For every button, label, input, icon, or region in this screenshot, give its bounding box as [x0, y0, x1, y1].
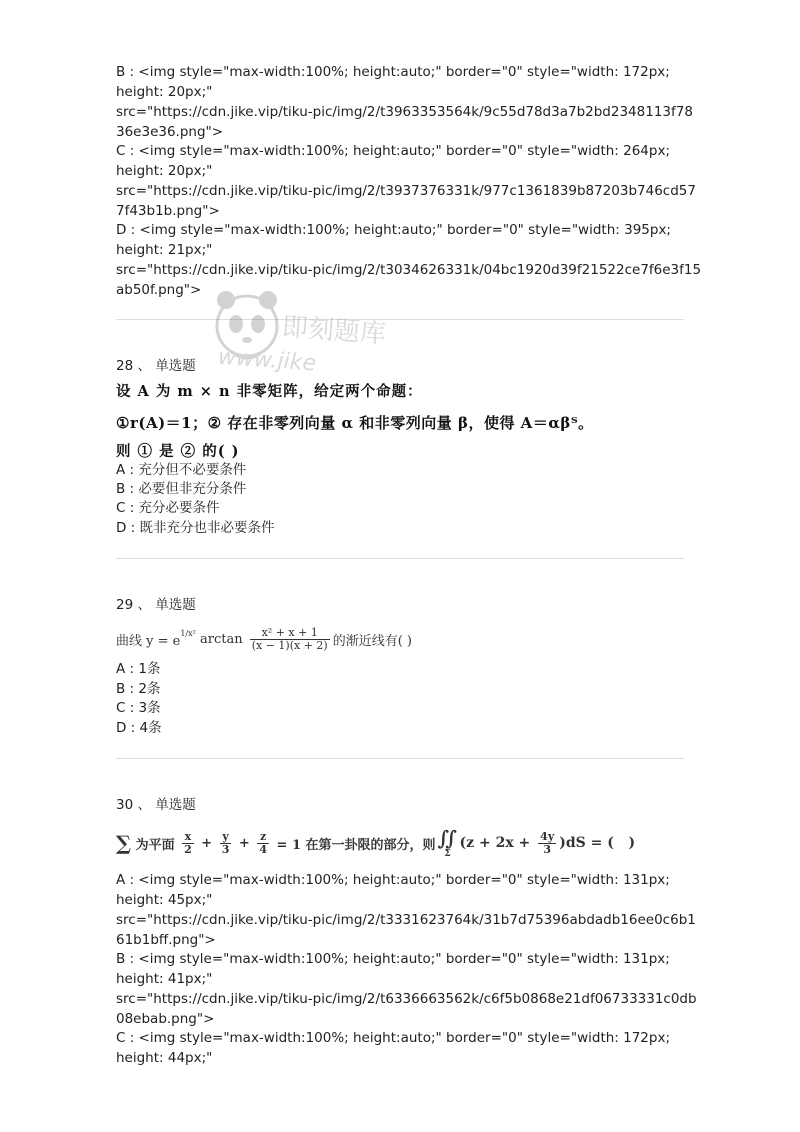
- q30-frac-numerator: z: [257, 831, 269, 844]
- q29-stem-prefix: 曲线 y = e: [116, 633, 181, 649]
- question-divider: [116, 758, 684, 759]
- question-28-stem: 设 A 为 m × n 非零矩阵，给定两个命题：: [116, 383, 423, 400]
- question-28-header: 28 、 单选题: [116, 358, 196, 374]
- prev-option-b-text: B : <img style="max-width:100%; height:auto;" border="0" style="width: 172px;: [116, 64, 670, 80]
- q30-integrand: )dS = ( ): [559, 835, 636, 851]
- q30-frac-numerator: 4y: [540, 829, 555, 843]
- question-30-header: 30 、 单选题: [116, 797, 196, 813]
- q30-fraction: [220, 831, 232, 856]
- question-29-stem: [116, 622, 412, 656]
- q30-frac-denominator: 3: [221, 842, 230, 856]
- question-28-option-a[interactable]: A : 充分但不必要条件: [116, 462, 247, 478]
- q29-frac-denominator: (x − 1)(x + 2): [251, 638, 328, 652]
- watermark-brand: 即刻题库: [280, 312, 387, 350]
- question-30-option-a: 61b1bff.png">: [116, 932, 216, 948]
- watermark: [212, 286, 432, 386]
- q29-stem-exponent: 1/x²: [180, 628, 196, 638]
- sigma-symbol: ∑: [116, 831, 132, 855]
- q30-operator: +: [234, 835, 255, 851]
- integral-symbol: ∬: [437, 826, 458, 850]
- question-29-option-b[interactable]: B : 2条: [116, 681, 161, 697]
- prev-option-c-text: 7f43b1b.png">: [116, 203, 220, 219]
- q30-operator: +: [196, 835, 217, 851]
- q29-fraction: [250, 627, 330, 652]
- question-29-option-d[interactable]: D : 4条: [116, 720, 162, 736]
- q30-text: 为平面: [131, 837, 180, 853]
- question-30-option-a: src="https://cdn.jike.vip/tiku-pic/img/2/t3331623764k/31b7d75396abdadb16ee0c6b1: [116, 912, 696, 928]
- q30-fraction: [182, 831, 194, 856]
- prev-option-c-text: height: 20px;": [116, 163, 213, 179]
- q29-frac-numerator: x² + x + 1: [250, 627, 330, 640]
- question-28-stem: ①r(A)＝1；② 存在非零列向量 α 和非零列向量 β，使得 A＝αβᵀ。: [116, 414, 594, 432]
- question-28-option-c[interactable]: C : 充分必要条件: [116, 500, 220, 516]
- q30-frac-numerator: x: [182, 831, 194, 844]
- q30-frac-denominator: 4: [259, 842, 267, 856]
- question-28-stem: 则 ① 是 ② 的( ): [116, 443, 240, 460]
- prev-option-b-text: src="https://cdn.jike.vip/tiku-pic/img/2/t3963353564k/9c55d78d3a7b2bd2348113f78: [116, 104, 693, 120]
- question-30-option-b: 08ebab.png">: [116, 1011, 215, 1027]
- question-28-option-d[interactable]: D : 既非充分也非必要条件: [116, 520, 275, 536]
- double-integral: [438, 827, 458, 859]
- question-30-option-c[interactable]: C : <img style="max-width:100%; height:auto;" border="0" style="width: 172px;: [116, 1030, 671, 1046]
- prev-option-d-text: D : <img style="max-width:100%; height:auto;" border="0" style="width: 395px;: [116, 222, 671, 238]
- prev-option-d-text: height: 21px;": [116, 242, 213, 258]
- question-30-option-b: height: 41px;": [116, 971, 213, 987]
- prev-option-d-text: src="https://cdn.jike.vip/tiku-pic/img/2/t3034626331k/04bc1920d39f21522ce7f6e3f15: [116, 262, 702, 278]
- q29-stem-func: arctan: [195, 631, 247, 647]
- question-28-option-b[interactable]: B : 必要但非充分条件: [116, 481, 247, 497]
- question-30-stem: [116, 820, 635, 866]
- q29-stem-suffix: 的渐近线有( ): [332, 633, 412, 649]
- q30-frac-denominator: 2: [184, 842, 192, 856]
- prev-option-b-text: height: 20px;": [116, 84, 213, 100]
- q30-fraction: [257, 831, 269, 856]
- question-30-option-c: height: 44px;": [116, 1050, 213, 1066]
- question-divider: [116, 319, 684, 320]
- question-30-option-a: height: 45px;": [116, 892, 213, 908]
- question-29-option-c[interactable]: C : 3条: [116, 700, 161, 716]
- prev-option-b-text: 36e3e36.png">: [116, 124, 224, 140]
- prev-option-c-text: src="https://cdn.jike.vip/tiku-pic/img/2/t3937376331k/977c1361839b87203b746cd57: [116, 183, 696, 199]
- question-divider: [116, 558, 684, 559]
- prev-option-c-text: C : <img style="max-width:100%; height:auto;" border="0" style="width: 264px;: [116, 143, 671, 159]
- q30-frac-numerator: y: [220, 831, 232, 844]
- prev-option-d-text: ab50f.png">: [116, 282, 202, 298]
- question-30-option-b: src="https://cdn.jike.vip/tiku-pic/img/2/t6336663562k/c6f5b0868e21df06733331c0db: [116, 991, 697, 1007]
- q30-text: = 1 在第一卦限的部分，则: [272, 837, 436, 853]
- q30-frac-denominator: 3: [543, 842, 552, 856]
- question-29-option-a[interactable]: A : 1条: [116, 661, 161, 677]
- panda-logo-icon: [212, 286, 282, 364]
- q30-integrand: (z + 2x +: [459, 835, 536, 851]
- question-29-header: 29 、 单选题: [116, 597, 196, 613]
- question-30-option-a[interactable]: A : <img style="max-width:100%; height:auto;" border="0" style="width: 131px;: [116, 872, 670, 888]
- integral-domain: Σ: [444, 849, 451, 859]
- question-30-option-b[interactable]: B : <img style="max-width:100%; height:auto;" border="0" style="width: 131px;: [116, 951, 670, 967]
- q30-fraction: [538, 831, 556, 856]
- watermark-url: www.jike: [217, 344, 317, 377]
